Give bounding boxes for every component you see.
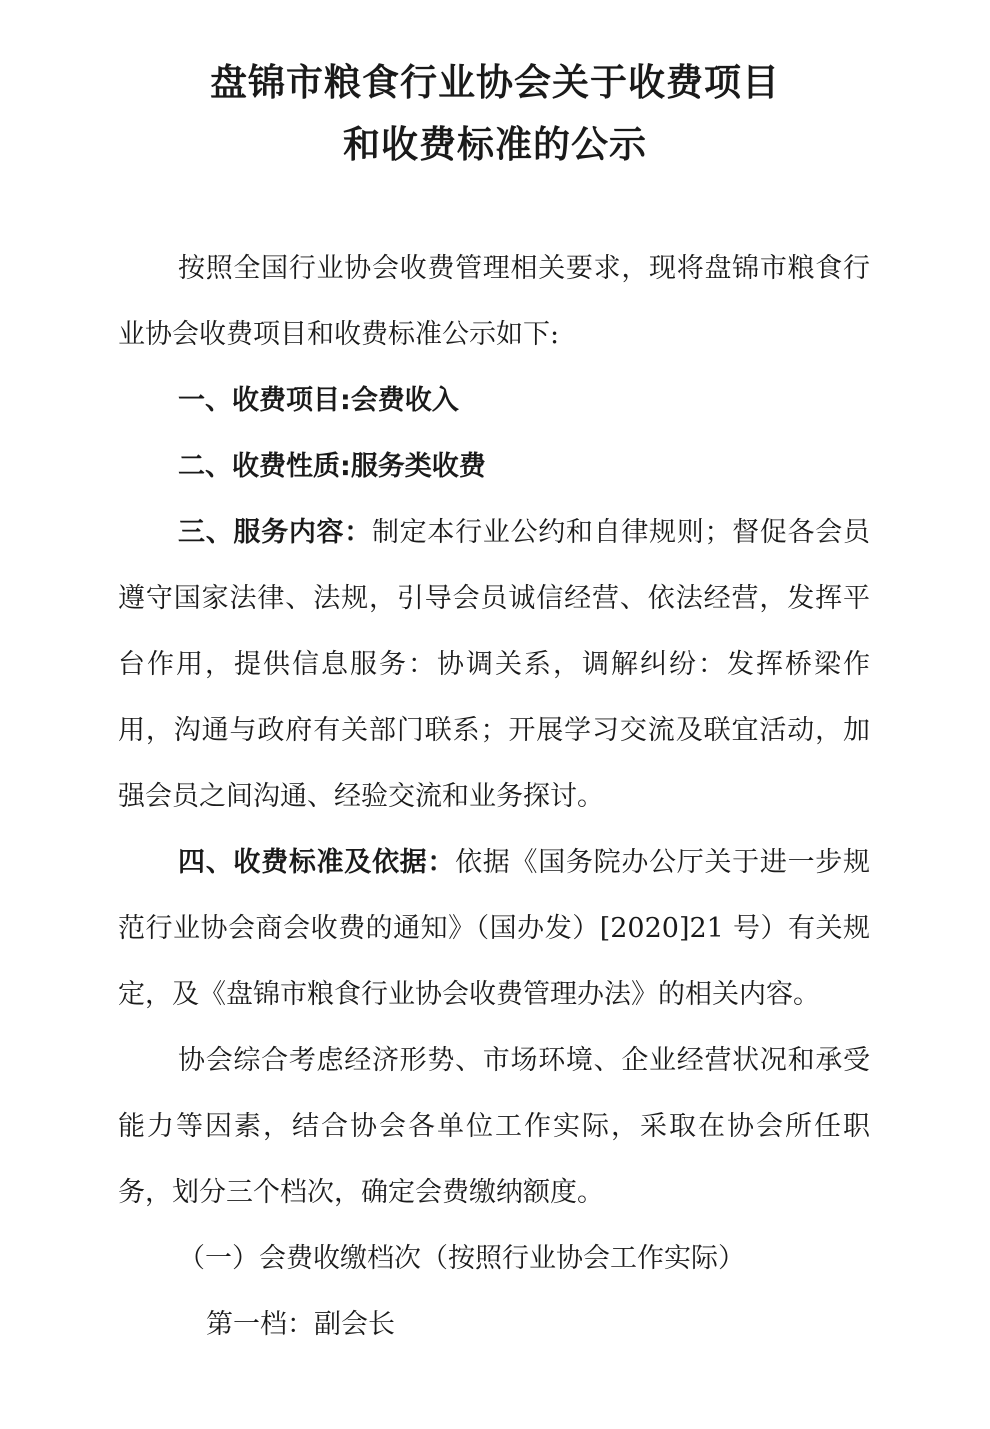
document-title-line2: 和收费标准的公示 [343, 123, 647, 166]
fee-nature-label: 二、收费性质: [178, 451, 351, 482]
consideration-paragraph: 协会综合考虑经济形势、市场环境、企业经营状况和承受能力等因素，结合协会各单位工作实际，采取在协会所任职务，划分三个档次，确定会费缴纳额度。 [118, 1045, 870, 1208]
fee-item-label: 一、收费项目: [178, 385, 351, 416]
document-title-line1: 盘锦市粮食行业协会关于收费项目 [210, 61, 780, 104]
fee-tier-heading: （一）会费收缴档次（按照行业协会工作实际） [178, 1243, 745, 1274]
fee-item-paragraph [118, 368, 870, 434]
fee-standard-label: 四、收费标准及依据： [178, 847, 456, 878]
service-content-label: 三、服务内容： [178, 517, 372, 548]
intro-paragraph: 按照全国行业协会收费管理相关要求，现将盘锦市粮食行业协会收费项目和收费标准公示如下: [118, 253, 870, 350]
fee-standard-paragraph [118, 830, 870, 1028]
service-content-text: 制定本行业公约和自律规则；督促各会员遵守国家法律、法规，引导会员诚信经营、依法经营，发挥平台作用，提供信息服务：协调关系，调解纠纷：发挥桥梁作用，沟通与政府有关部门联系；开展学习交流及联宜活动，加强会员之间沟通、经验交流和业务探讨。 [118, 517, 871, 812]
service-content-paragraph [118, 500, 870, 830]
fee-nature-paragraph [118, 434, 870, 500]
fee-standard-text: 依据《国务院办公厅关于进一步规范行业协会商会收费的通知》（国办发）[2020]21 号）有关规定，及《盘锦市粮食行业协会收费管理办法》的相关内容。 [118, 847, 871, 1010]
fee-item-value: 会费收入 [350, 385, 459, 416]
tier-one-line: 第一档：副会长 [206, 1309, 395, 1340]
fee-nature-value: 服务类收费 [350, 451, 486, 482]
